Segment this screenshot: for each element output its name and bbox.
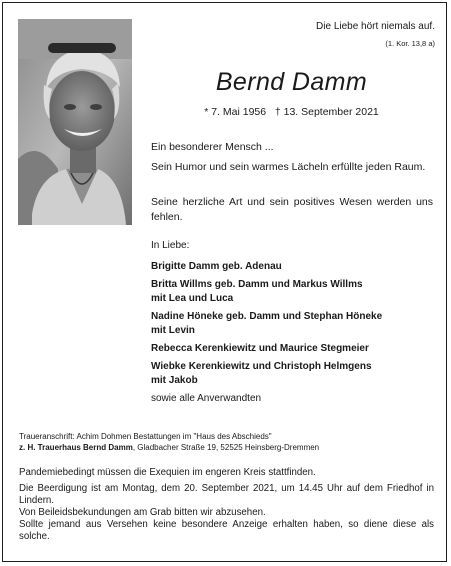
funeral-notice	[19, 467, 434, 544]
mourner-line: Nadine Höneke geb. Damm und Stephan Höneke	[151, 311, 383, 322]
mourner-line: Brigitte Damm geb. Adenau	[151, 261, 282, 272]
mourner-entry	[151, 310, 436, 338]
mourner-line: Britta Willms geb. Damm und Markus Willms	[151, 279, 363, 290]
mourner-line: Rebecca Kerenkiewitz und Maurice Stegmeier	[151, 343, 369, 354]
mourner-entry	[151, 360, 436, 388]
notice-announcement: Sollte jemand aus Versehen keine besondere Anzeige erhalten haben, so diene diese als solche.	[19, 519, 434, 543]
life-dates: * 7. Mai 1956 † 13. September 2021	[204, 106, 379, 118]
mourner-entry	[151, 342, 436, 356]
mourners-closing: sowie alle Anverwandten	[151, 393, 262, 404]
eulogy-line-2: Sein Humor und sein warmes Lächeln erfüllte jeden Raum.	[151, 161, 426, 173]
mourner-entry	[151, 278, 436, 306]
address-recipient: z. H. Trauerhaus Bernd Damm	[19, 443, 133, 452]
address-line-2	[19, 442, 439, 453]
eulogy-line-3: Seine herzliche Art und sein positives Wesen werden uns fehlen.	[151, 196, 433, 223]
motto-quote: Die Liebe hört niemals auf.	[316, 21, 435, 32]
deceased-name: Bernd Damm	[215, 68, 368, 96]
notice-condolences: Von Beileidsbekundungen am Grab bitten wir abzusehen.	[19, 507, 266, 519]
mourners-list	[151, 239, 436, 406]
mourners-intro: In Liebe:	[151, 240, 190, 251]
condolence-address	[19, 431, 439, 453]
motto-reference: (1. Kor. 13,8 a)	[385, 39, 435, 48]
address-line-1: Traueranschrift: Achim Dohmen Bestattungen im "Haus des Abschieds"	[19, 432, 272, 441]
notice-funeral-date: Die Beerdigung ist am Montag, dem 20. September 2021, um 14.45 Uhr auf dem Friedhof in Lindern.	[19, 483, 434, 507]
mourner-line: Wiebke Kerenkiewitz und Christoph Helmgens	[151, 361, 372, 372]
mourner-entry	[151, 260, 436, 274]
notice-pandemic: Pandemiebedingt müssen die Exequien im engeren Kreis stattfinden.	[19, 467, 316, 478]
portrait-photo	[18, 19, 132, 225]
mourner-line: mit Jakob	[151, 375, 198, 386]
eulogy-line-1: Ein besonderer Mensch ...	[151, 141, 274, 153]
mourner-line: mit Levin	[151, 325, 195, 336]
address-street: , Gladbacher Straße 19, 52525 Heinsberg-Dremmen	[132, 443, 320, 452]
mourner-line: mit Lea und Luca	[151, 293, 234, 304]
